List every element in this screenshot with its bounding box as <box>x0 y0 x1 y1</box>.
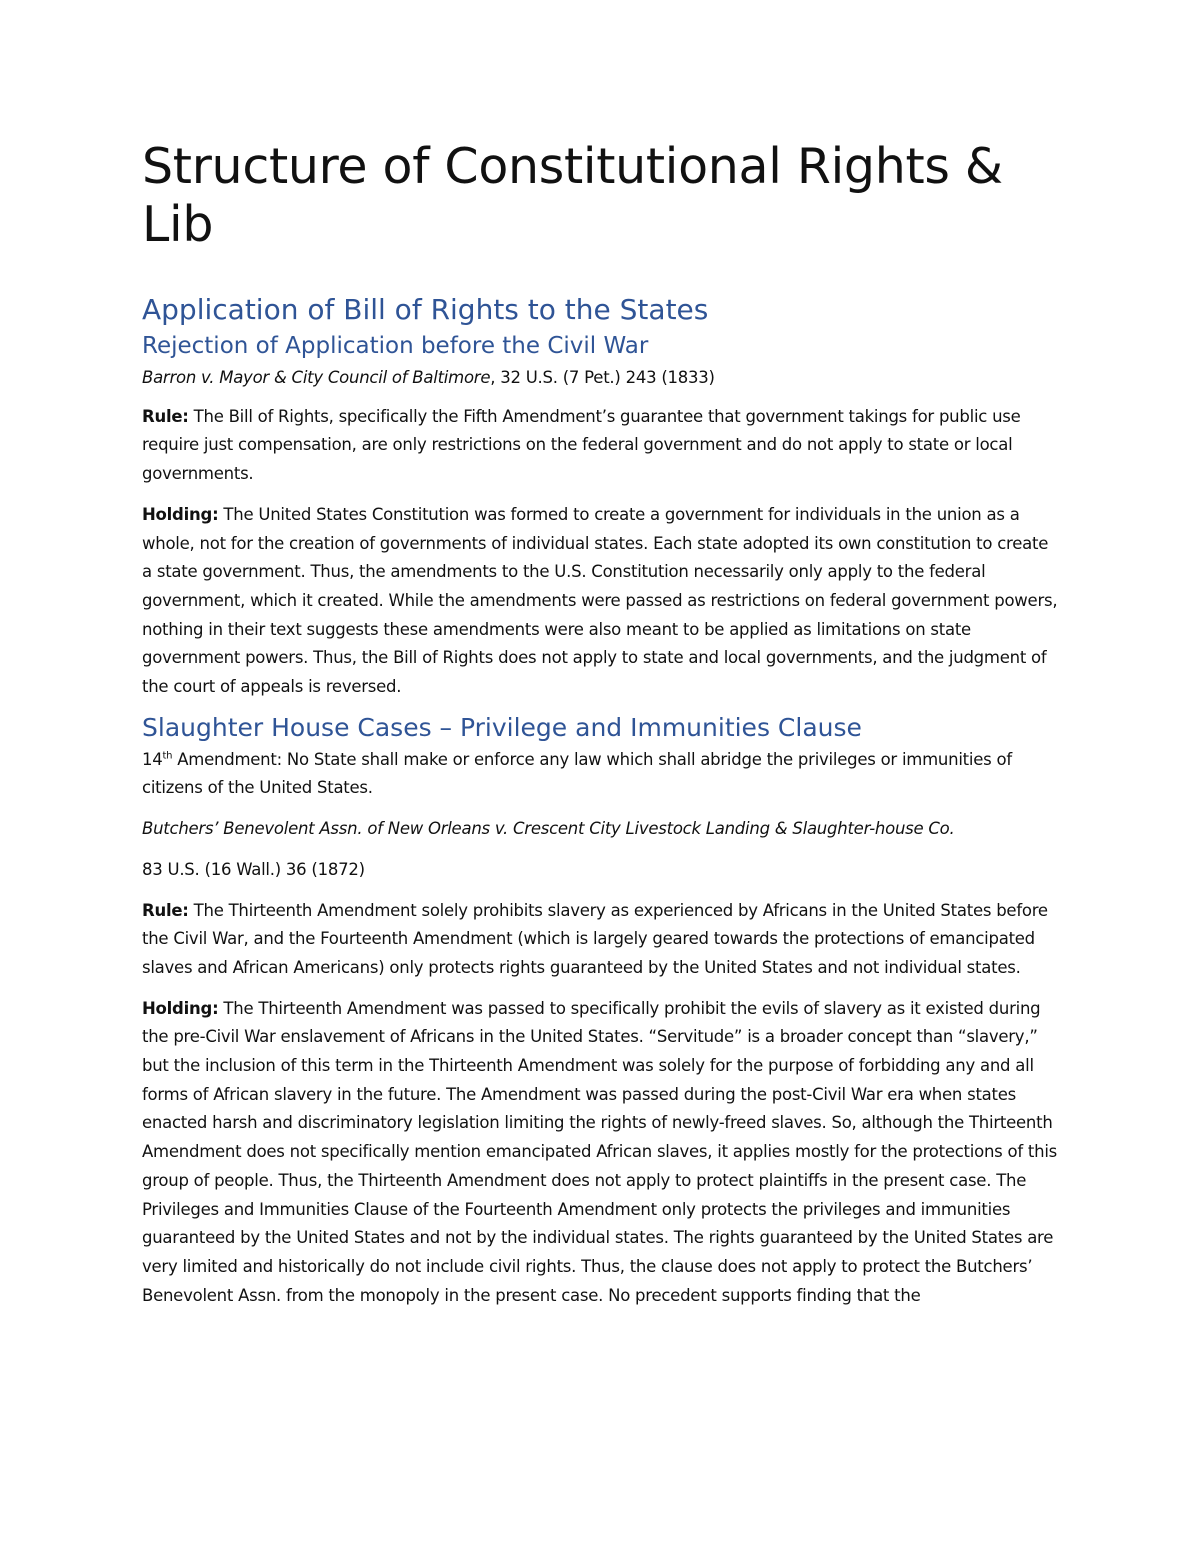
subheading-rejection: Rejection of Application before the Civil War <box>142 333 649 359</box>
document-title: Structure of Constitutional Rights & Lib <box>142 138 1003 253</box>
amendment-number: 14 <box>142 749 163 769</box>
case-cite: , 32 U.S. (7 Pet.) 243 (1833) <box>490 368 715 387</box>
amendment-paragraph <box>142 746 1062 803</box>
holding-label: Holding: <box>142 504 219 524</box>
rule-text: The Bill of Rights, specifically the Fifth Amendment’s guarantee that government takings for public use require just compensation, are only restrictions on the federal government and do not apply to state or local governments. <box>142 406 1021 484</box>
holding-text-2: The Thirteenth Amendment was passed to specifically prohibit the evils of slavery as it existed during the pre-Civil War enslavement of Africans in the United States. “Servitude” is a broader concept than “slavery,” but the inclusion of this term in the Thirteenth Amendment was solely for the purpose of forbidding any and all forms of African slavery in the future. The Amendment was passed during the post-Civil War era when states enacted harsh and discriminatory legislation limiting the rights of newly-freed slaves. So, although the Thirteenth Amendment does not specifically mention emancipated African slaves, it applies mostly for the protections of this group of people. Thus, the Thirteenth Amendment does not apply to protect plaintiffs in the present case. The Privileges and Immunities Clause of the Fourteenth Amendment only protects the privileges and immunities guaranteed by the United States and not by the individual states. The rights guaranteed by the United States are very limited and historically do not include civil rights. Thus, the clause does not apply to protect the Butchers’ Benevolent Assn. from the monopoly in the present case. No precedent supports finding that the <box>142 998 1057 1305</box>
holding-paragraph-2 <box>142 995 1062 1311</box>
section-heading-slaughter-house: Slaughter House Cases – Privilege and Immunities Clause <box>142 712 862 742</box>
rule-label-2: Rule: <box>142 900 189 920</box>
holding-paragraph <box>142 501 1062 702</box>
holding-label-2: Holding: <box>142 998 219 1018</box>
amendment-text: Amendment: No State shall make or enforce any law which shall abridge the privileges or immunities of citizens of the United States. <box>142 749 1012 798</box>
case-name-butchers: Butchers’ Benevolent Assn. of New Orleans v. Crescent City Livestock Landing & Slaughter-house Co. <box>142 819 955 839</box>
case-name: Barron v. Mayor & City Council of Baltimore <box>142 368 491 387</box>
section-heading-application: Application of Bill of Rights to the States <box>142 293 709 326</box>
amendment-ordinal: th <box>162 750 173 762</box>
rule-text-2: The Thirteenth Amendment solely prohibits slavery as experienced by Africans in the United States before the Civil War, and the Fourteenth Amendment (which is largely geared towards the protections of emancipated slaves and African Americans) only protects rights guaranteed by the United States and not individual states. <box>142 900 1048 977</box>
rule-paragraph-2 <box>142 897 1062 983</box>
rule-label: Rule: <box>142 406 189 426</box>
rule-paragraph <box>142 403 1062 489</box>
holding-text: The United States Constitution was formed to create a government for individuals in the union as a whole, not for the creation of governments of individual states. Each state adopted its own constitution to create a state government. Thus, the amendments to the U.S. Constitution necessarily only apply to the federal government, which it created. While the amendments were passed as restrictions on federal government powers, nothing in their text suggests these amendments were also meant to be applied as limitations on state government powers. Thus, the Bill of Rights does not apply to state and local governments, and the judgment of the court of appeals is reversed. <box>142 504 1058 697</box>
document-page <box>142 138 1062 1322</box>
case-cite-butchers: 83 U.S. (16 Wall.) 36 (1872) <box>142 859 365 879</box>
case-citation-barron <box>142 364 1062 393</box>
